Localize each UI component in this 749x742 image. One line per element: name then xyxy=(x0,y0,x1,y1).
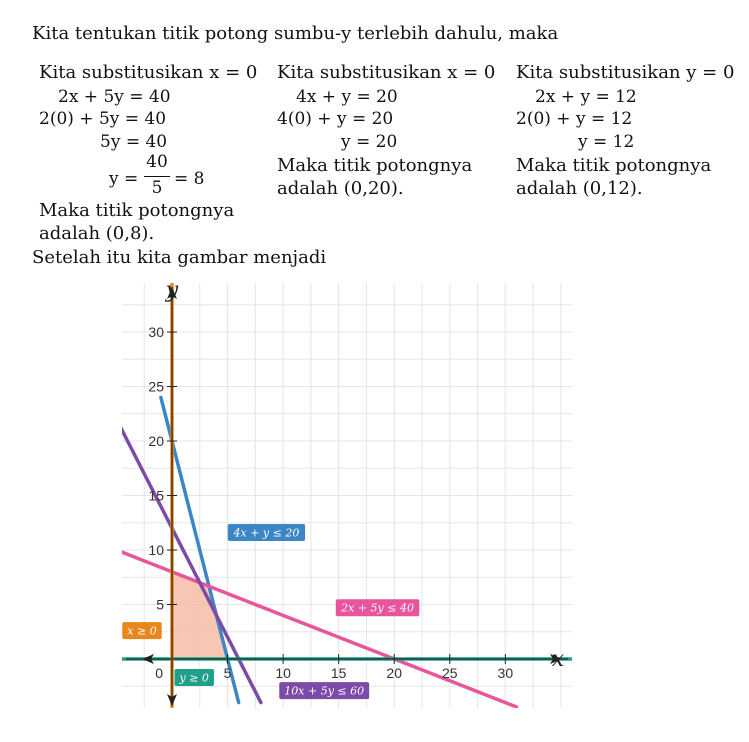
constraint-label xyxy=(336,599,420,616)
x-tick-label: 25 xyxy=(441,664,458,681)
col3-heading: Kita substitusikan y = 0 xyxy=(516,62,735,83)
y-axis-label: y xyxy=(165,283,179,303)
col3-step2: 2(0) + y = 12 xyxy=(516,109,633,129)
x-tick-label: 30 xyxy=(497,664,514,681)
col1-conclusion-line2: adalah (0,8). xyxy=(39,223,155,244)
fraction-bar xyxy=(144,176,170,177)
x-tick-label: 5 xyxy=(223,664,232,681)
col1-conclusion-line1: Maka titik potongnya xyxy=(39,200,235,221)
col1-heading: Kita substitusikan x = 0 xyxy=(39,62,258,83)
col2-step3: y = 20 xyxy=(341,132,398,152)
x-tick-label: 20 xyxy=(386,664,403,681)
constraint-label xyxy=(228,524,305,541)
y-tick-label: 20 xyxy=(148,433,164,450)
col2-conclusion-line1: Maka titik potongnya xyxy=(277,155,473,176)
col1-step4-left: y = xyxy=(109,169,139,189)
constraint-label-text: x ≥ 0 xyxy=(127,624,157,638)
intro-text: Kita tentukan titik potong sumbu-y terlebih dahulu, maka xyxy=(32,23,559,44)
col1-step4-numerator: 40 xyxy=(146,152,168,172)
col2-step1: 4x + y = 20 xyxy=(296,87,398,107)
outro-text: Setelah itu kita gambar menjadi xyxy=(32,247,327,268)
constraint-label xyxy=(174,669,214,686)
y-tick-label: 30 xyxy=(148,324,164,341)
col3-conclusion-line1: Maka titik potongnya xyxy=(516,155,712,176)
x-tick-label: 15 xyxy=(330,664,347,681)
constraint-label-text: y ≥ 0 xyxy=(179,671,209,685)
col3-conclusion-line2: adalah (0,12). xyxy=(516,178,643,199)
inequality-graph xyxy=(122,283,572,708)
y-tick-label: 5 xyxy=(156,596,164,613)
origin-label: 0 xyxy=(155,664,163,681)
col1-step4-right: = 8 xyxy=(174,169,205,189)
col1-step4-denominator: 5 xyxy=(151,178,163,198)
constraint-label xyxy=(279,682,369,699)
col2-heading: Kita substitusikan x = 0 xyxy=(277,62,496,83)
col1-step2: 2(0) + 5y = 40 xyxy=(39,109,167,129)
y-tick-label: 15 xyxy=(148,487,164,504)
y-tick-label: 25 xyxy=(148,378,164,395)
constraint-label-text: 10x + 5y ≤ 60 xyxy=(284,684,365,698)
col1-step3: 5y = 40 xyxy=(100,132,168,152)
y-tick-label: 10 xyxy=(148,541,164,558)
col2-conclusion-line2: adalah (0,20). xyxy=(277,178,404,199)
col1-step1: 2x + 5y = 40 xyxy=(58,87,171,107)
col3-step3: y = 12 xyxy=(578,132,635,152)
col2-step2: 4(0) + y = 20 xyxy=(277,109,394,129)
col3-step1: 2x + y = 12 xyxy=(535,87,637,107)
x-axis-label: x xyxy=(551,646,565,672)
x-tick-label: 10 xyxy=(275,664,291,681)
constraint-label-text: 4x + y ≤ 20 xyxy=(233,526,300,540)
constraint-label-text: 2x + 5y ≤ 40 xyxy=(341,601,414,615)
constraint-label xyxy=(122,622,162,639)
